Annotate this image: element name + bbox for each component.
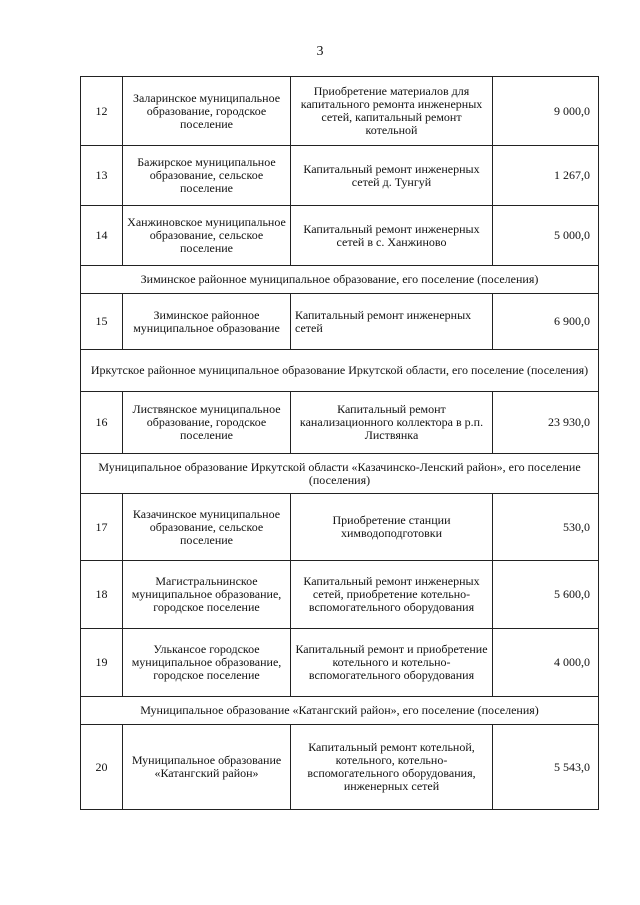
amount: 4 000,0: [493, 629, 599, 697]
table-row: [81, 494, 599, 561]
work-description: Капитальный ремонт инженерных сетей, приобретение котельно-вспомогательного оборудования: [291, 561, 493, 629]
municipality-name: Ханжиновское муниципальное образование, сельское поселение: [123, 206, 291, 266]
section-title: Зиминское районное муниципальное образование, его поселение (поселения): [81, 266, 599, 294]
municipality-name: Казачинское муниципальное образование, сельское поселение: [123, 494, 291, 561]
municipality-name: Бажирское муниципальное образование, сельское поселение: [123, 146, 291, 206]
amount: 6 900,0: [493, 294, 599, 350]
row-number: 19: [81, 629, 123, 697]
table-row: [81, 294, 599, 350]
funding-table: [80, 76, 599, 810]
amount: 9 000,0: [493, 77, 599, 146]
section-header-row: [81, 454, 599, 494]
municipality-name: Магистральнинское муниципальное образование, городское поселение: [123, 561, 291, 629]
amount: 5 600,0: [493, 561, 599, 629]
work-description: Капитальный ремонт канализационного коллектора в р.п. Листвянка: [291, 392, 493, 454]
section-title: Иркутское районное муниципальное образование Иркутской области, его поселение (поселения): [81, 350, 599, 392]
amount: 1 267,0: [493, 146, 599, 206]
work-description: Капитальный ремонт инженерных сетей в с. Ханжиново: [291, 206, 493, 266]
section-header-row: [81, 350, 599, 392]
row-number: 18: [81, 561, 123, 629]
municipality-name: Заларинское муниципальное образование, городское поселение: [123, 77, 291, 146]
row-number: 16: [81, 392, 123, 454]
table-row: [81, 77, 599, 146]
work-description: Капитальный ремонт и приобретение котельного и котельно-вспомогательного оборудования: [291, 629, 493, 697]
table-row: [81, 206, 599, 266]
municipality-name: Улькансое городское муниципальное образование, городское поселение: [123, 629, 291, 697]
section-header-row: [81, 697, 599, 725]
section-title: Муниципальное образование Иркутской области «Казачинско-Ленский район», его поселение (поселения): [81, 454, 599, 494]
funding-table-wrapper: [80, 76, 598, 810]
municipality-name: Муниципальное образование «Катангский район»: [123, 725, 291, 810]
table-row: [81, 561, 599, 629]
amount: 23 930,0: [493, 392, 599, 454]
row-number: 14: [81, 206, 123, 266]
work-description: Приобретение материалов для капитального ремонта инженерных сетей, капитальный ремонт котельной: [291, 77, 493, 146]
table-row: [81, 392, 599, 454]
table-row: [81, 146, 599, 206]
section-title: Муниципальное образование «Катангский район», его поселение (поселения): [81, 697, 599, 725]
row-number: 20: [81, 725, 123, 810]
work-description: Капитальный ремонт инженерных сетей: [291, 294, 493, 350]
row-number: 13: [81, 146, 123, 206]
amount: 5 000,0: [493, 206, 599, 266]
table-row: [81, 725, 599, 810]
municipality-name: Зиминское районное муниципальное образование: [123, 294, 291, 350]
row-number: 17: [81, 494, 123, 561]
row-number: 12: [81, 77, 123, 146]
work-description: Капитальный ремонт котельной, котельного, котельно-вспомогательного оборудования, инженерных сетей: [291, 725, 493, 810]
amount: 530,0: [493, 494, 599, 561]
work-description: Капитальный ремонт инженерных сетей д. Тунгуй: [291, 146, 493, 206]
municipality-name: Листвянское муниципальное образование, городское поселение: [123, 392, 291, 454]
table-row: [81, 629, 599, 697]
section-header-row: [81, 266, 599, 294]
funding-table-body: [81, 77, 599, 810]
work-description: Приобретение станции химводоподготовки: [291, 494, 493, 561]
page-number: 3: [316, 44, 324, 59]
amount: 5 543,0: [493, 725, 599, 810]
row-number: 15: [81, 294, 123, 350]
